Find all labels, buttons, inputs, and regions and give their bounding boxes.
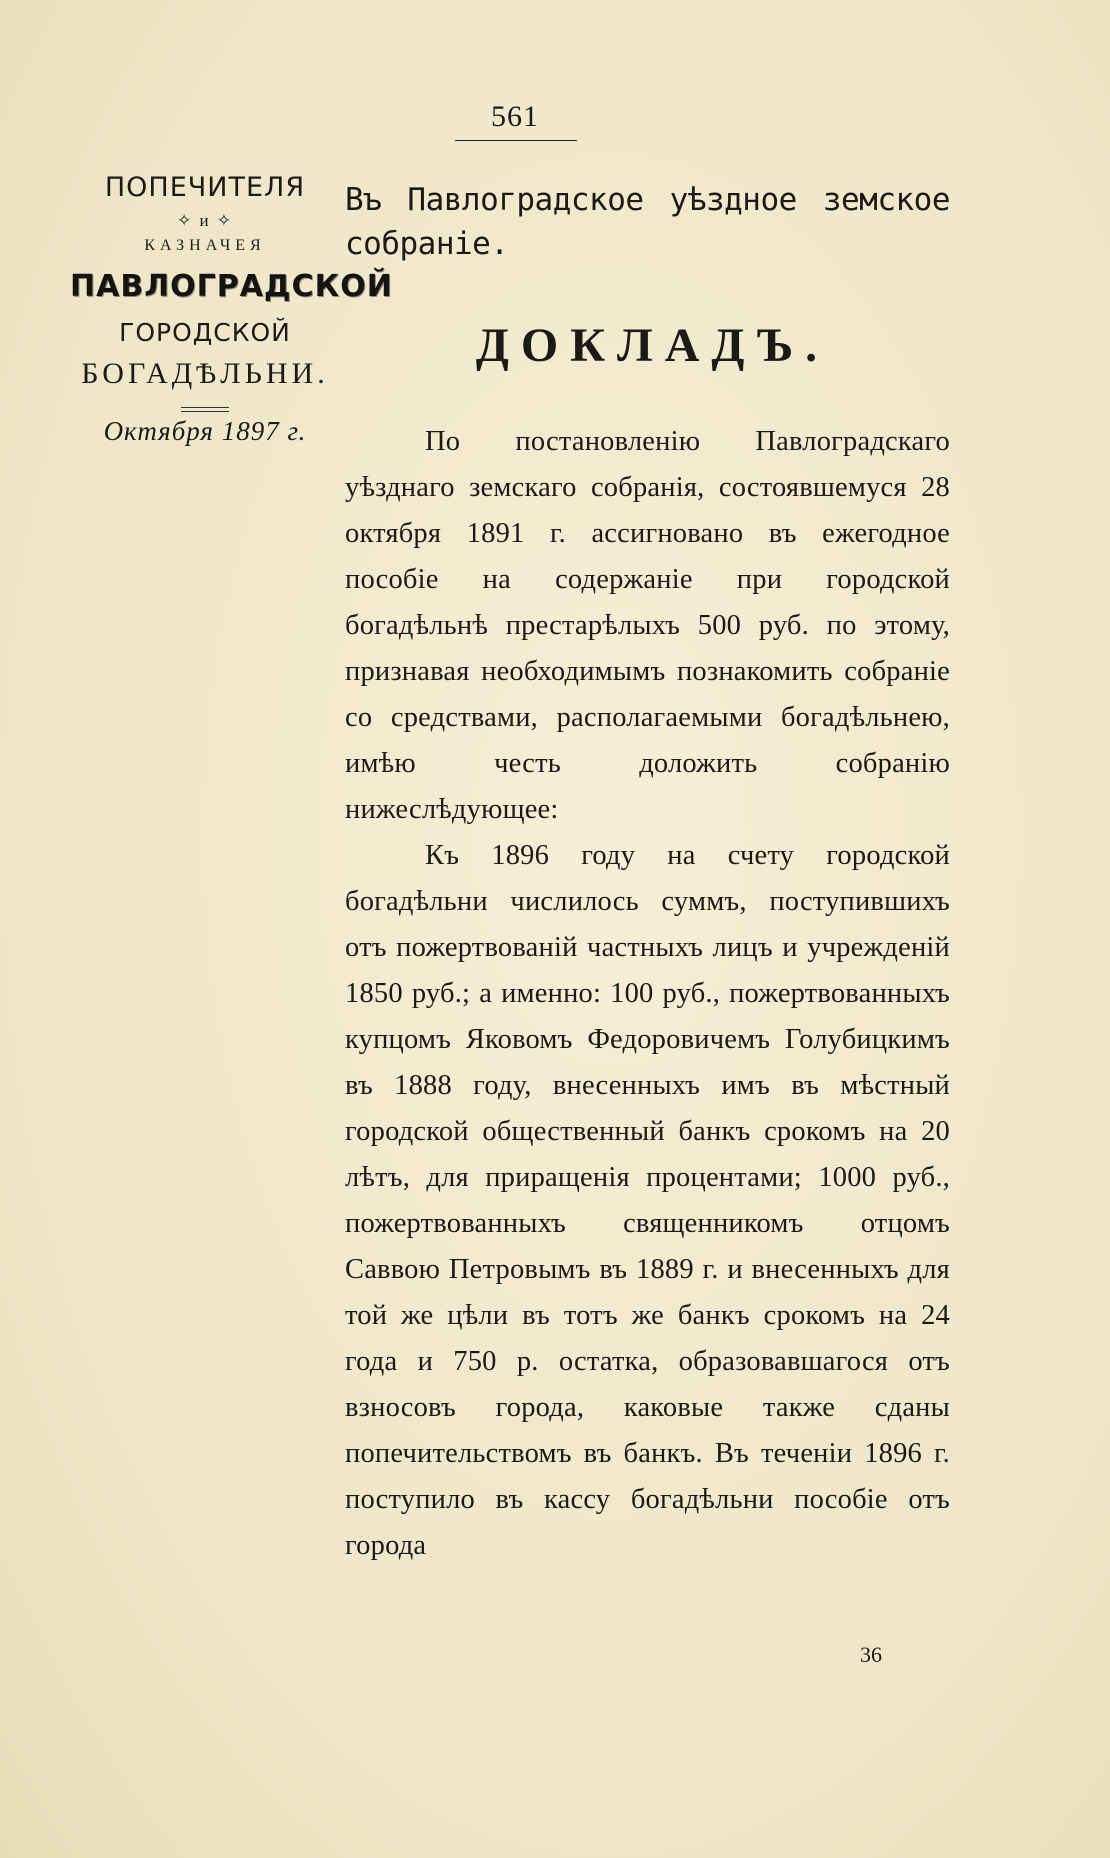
- addressee: Въ Павлоградское уѣздное земское собраніе.: [345, 182, 950, 262]
- signature-mark: 36: [860, 1642, 882, 1667]
- document-date: Октября 1897 г.: [103, 416, 307, 446]
- main-column: [345, 178, 950, 1569]
- body-paragraph: По постановленію Павлоградскаго уѣзднаго земскаго собранія, состоявшемуся 28 октября 1891 г. ассигновано въ ежегодное пособіе на содержаніе при городской богадѣльнѣ престарѣлыхъ 500 руб. по этому, признавая необходимымъ познакомить собраніе со средствами, располагаемыми богадѣльнею, имѣю честь доложить собранію нижеслѣдующее:: [345, 426, 950, 825]
- report-body: [345, 419, 950, 1569]
- sender-title-line1: ПОПЕЧИТЕЛЯ: [104, 172, 306, 203]
- page-number-rule: [455, 140, 577, 141]
- sender-title-line2: КАЗНАЧЕЯ: [144, 237, 266, 254]
- sender-title-line4: ГОРОДСКОЙ: [119, 318, 291, 347]
- report-title: ДОКЛАДЪ.: [475, 319, 830, 372]
- body-paragraph: Къ 1896 году на счету городской богадѣльни числилось суммъ, поступившихъ отъ пожертвованій частныхъ лицъ и учрежденій 1850 руб.; а именно: 100 руб., пожертвованныхъ купцомъ Яковомъ Федоровичемъ Голубицкимъ въ 1888 году, внесенныхъ имъ въ мѣстный городской общественный банкъ срокомъ на 20 лѣтъ, для приращенія процентами; 1000 руб., пожертвованныхъ священникомъ отцомъ Саввою Петровымъ въ 1889 г. и внесенныхъ для той же цѣли въ тотъ же банкъ срокомъ на 24 года и 750 р. остатка, образовавшагося отъ взносовъ города, каковые также сданы попечительствомъ въ банкъ. Въ теченіи 1896 г. поступило въ кассу богадѣльни пособіе отъ города: [345, 840, 950, 1561]
- sender-title-line5: БОГАДѢЛЬНИ.: [81, 357, 329, 390]
- page-number: 561: [491, 100, 539, 133]
- ornament-divider: ✧ и ✧: [176, 211, 234, 230]
- sender-title-line3: ПАВЛОГРАДСКОЙ: [70, 269, 393, 304]
- sender-rule: [181, 407, 229, 412]
- sender-block: [70, 170, 393, 447]
